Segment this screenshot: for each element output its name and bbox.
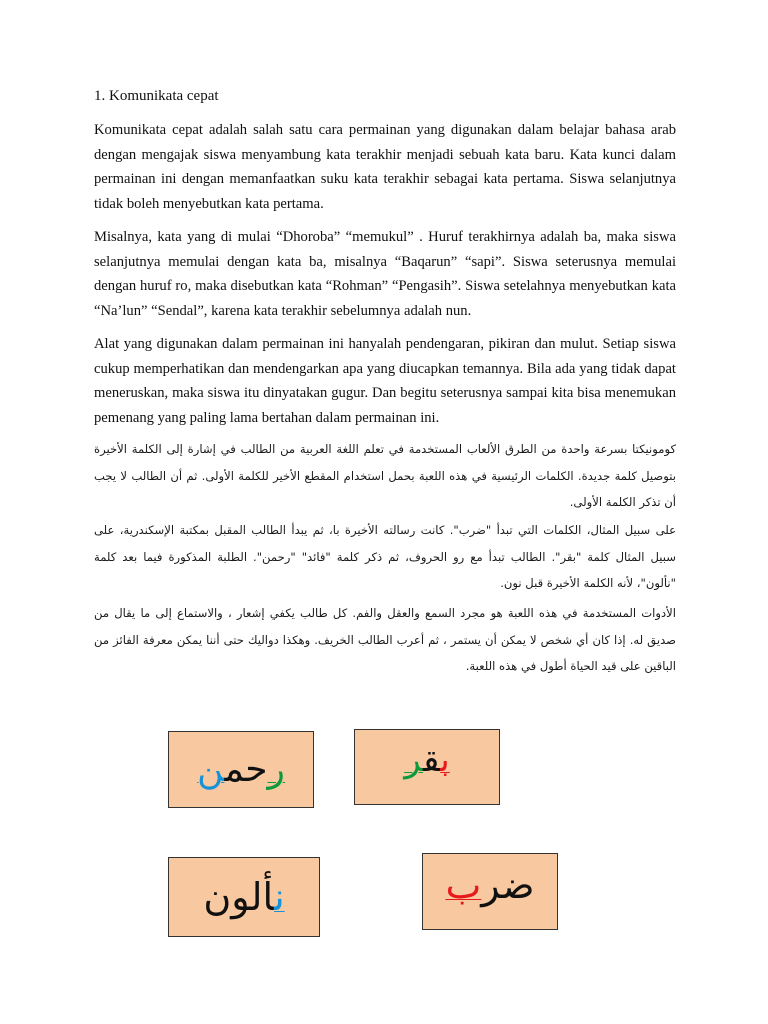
word-nalun — [203, 875, 284, 919]
letters-middle: حم — [224, 749, 268, 790]
word-dhoroba — [446, 863, 535, 907]
paragraph-example: Misalnya, kata yang di mulai “Dhoroba” “memukul” . Huruf terakhirnya adalah ba, maka siswa selanjutnya memulai dengan kata ba, misalnya “Baqarun” “sapi”. Siswa seterusnya memulai dengan huruf ro, maka disebutkan kata “Rohman” “Pengasih”. Siswa setelahnya menyebutkan kata “Na’lun” “Sendal”, karena kata terakhir sebelumnya adalah nun. — [94, 229, 676, 319]
letter-ro-highlight: ر — [267, 749, 285, 790]
word-baqar — [404, 740, 449, 780]
word-card-baqar — [354, 729, 500, 805]
word-card-dhoroba — [422, 853, 558, 930]
word-card-nalun — [168, 857, 320, 937]
arabic-paragraph-definition: كومونيكتا بسرعة واحدة من الطرق الألعاب المستخدمة في تعلم اللغة العربية من الطالب في إشارة إلى الكلمة الأخيرة بتوصيل كلمة جديدة. الكلمات الرئيسية في هذه اللعبة بحمل استخدام المقطع الأخير للكلمة الأولى. ثم أن الطالب لا يجب أن تذكر الكلمة الأولى. — [94, 442, 676, 509]
letter-qaf: ق — [423, 740, 441, 780]
letter-nun-highlight: ن — [197, 749, 225, 790]
arabic-paragraph-tools: الأدوات المستخدمة في هذه اللعبة هو مجرد السمع والعقل والفم. كل طالب يكفي إشعار ، والاستماع إلى ما يقال من صديق له. إذا كان أي شخص لا يمكن أن يستمر ، ثم أعرب الطالب الخريف. وهكذا دواليك حتى أننا يمكن معرفة الفائز من الباقين على قيد الحياة أطول في هذه اللعبة. — [94, 606, 676, 673]
word-rohman — [197, 749, 285, 790]
letter-ba-highlight: ب — [445, 862, 482, 907]
section-heading: 1. Komunikata cepat — [94, 88, 219, 104]
arabic-paragraph-example: على سبيل المثال، الكلمات التي تبدأ "ضرب". كانت رسالته الأخيرة با، ثم يبدأ الطالب المقبل بمكتبة الإسكندرية، على سبيل المثال كلمة "بقر". الطالب تبدأ مع رو الحروف، ثم ذكر كلمة "فائد" "رحمن". الطلبة المذكورة فيما بعد كلمة "نألون"، لأنه الكلمة الأخيرة قبل نون. — [94, 523, 676, 590]
letters-rest: ألون — [203, 875, 275, 919]
paragraph-tools: Alat yang digunakan dalam permainan ini hanyalah pendengaran, pikiran dan mulut. Setiap siswa cukup memperhatikan dan mendengarkan apa yang diucapkan temannya. Bila ada yang tidak dapat meneruskan, maka siswa itu dinyatakan gugur. Dan begitu seterusnya sampai kita bisa menemukan pemenang yang paling lama bertahan dalam permainan ini. — [94, 336, 676, 426]
letter-nun-highlight: ن — [274, 875, 285, 919]
letters-start: ضر — [481, 862, 535, 907]
paragraph-definition: Komunikata cepat adalah salah satu cara permainan yang digunakan dalam belajar bahasa arab dengan mengajak siswa menyambung kata terakhir menjadi sebuah kata baru. Kata kunci dalam permainan ini dengan memanfaatkan suku kata terakhir sebagai kata pertama. Siswa selanjutnya tidak boleh menyebutkan kata pertama. — [94, 122, 676, 212]
letter-ro-highlight: ر — [404, 740, 424, 780]
word-card-rohman — [168, 731, 314, 808]
letter-ba-highlight: ب — [440, 740, 450, 780]
